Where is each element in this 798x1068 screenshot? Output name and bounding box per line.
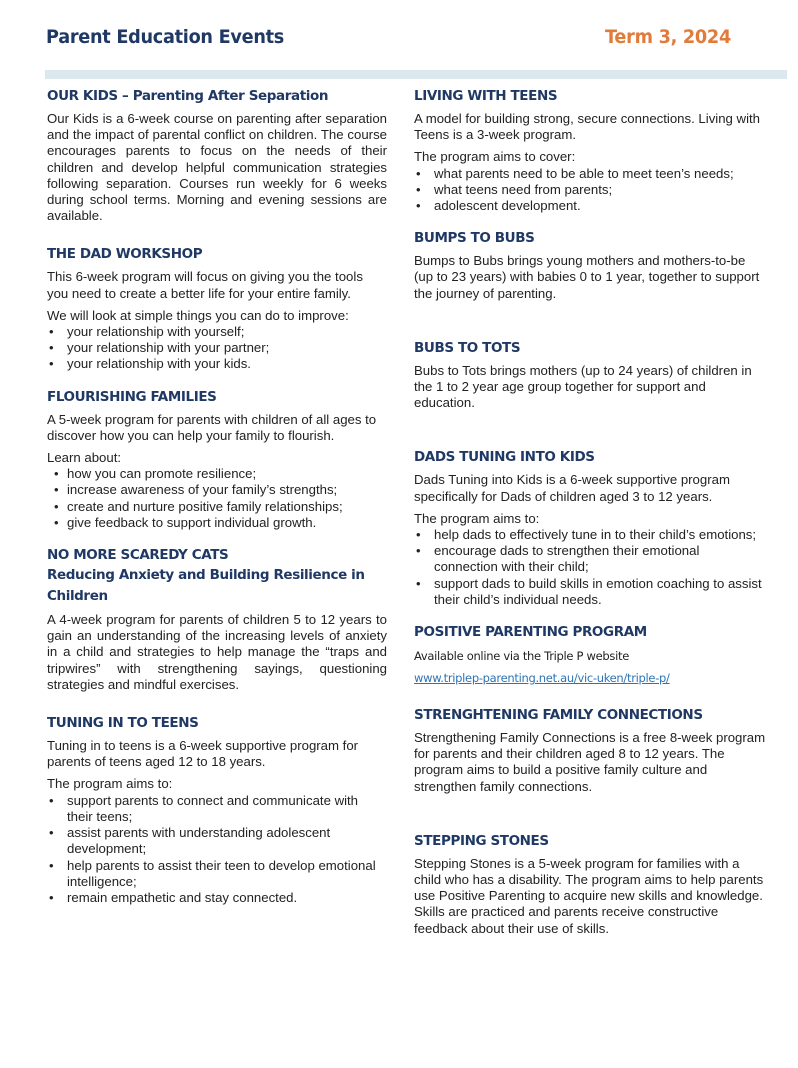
list-item: • what parents need to be able to meet teen’s needs; — [414, 166, 766, 182]
list-item: • help dads to effectively tune in to their child’s emotions; — [414, 527, 766, 543]
section-bubs-to-tots — [414, 338, 766, 412]
bullet-list — [47, 793, 387, 906]
section-flourishing-families — [47, 387, 387, 531]
section-title: BUMPS TO BUBS — [414, 230, 535, 247]
bullet-list — [414, 527, 766, 608]
section-subtitle: Reducing Anxiety and Building Resilience in Children — [47, 567, 365, 605]
section-body: Stepping Stones is a 5-week program for families with a child who has a disability. The program aims to help parents use Positive Parenting to acquire new skills and knowledge. Skills are practiced and parents receive constructive feedback about their use of skills. — [414, 855, 764, 936]
list-item: • your relationship with yourself; — [47, 324, 387, 340]
list-item: • adolescent development. — [414, 198, 766, 214]
bullet-list — [47, 324, 387, 373]
section-our-kids — [47, 86, 387, 224]
section-title: STRENGHTENING FAMILY CONNECTIONS — [414, 707, 703, 724]
header-banner-divider — [45, 70, 787, 79]
section-title: BUBS TO TOTS — [414, 339, 521, 356]
list-item: • create and nurture positive family relationships; — [47, 499, 387, 515]
section-body: This 6-week program will focus on giving you the tools you need to create a better life for your entire family. — [47, 269, 363, 301]
bullet-list — [47, 466, 387, 531]
section-title: POSITIVE PARENTING PROGRAM — [414, 624, 647, 641]
section-bumps-to-bubs — [414, 228, 766, 302]
section-title: LIVING WITH TEENS — [414, 88, 558, 104]
list-intro: The program aims to cover: — [414, 149, 576, 165]
section-no-more-scaredy-cats — [47, 545, 387, 693]
section-body: Available online via the Triple P website — [414, 649, 629, 664]
list-item: • assist parents with understanding adolescent development; — [47, 825, 387, 857]
section-title: TUNING IN TO TEENS — [47, 715, 199, 732]
section-title: OUR KIDS – Parenting After Separation — [47, 88, 329, 104]
list-item: • help parents to assist their teen to develop emotional intelligence; — [47, 858, 387, 890]
list-item: • increase awareness of your family’s strengths; — [47, 482, 387, 498]
section-body: Bumps to Bubs brings young mothers and mothers-to-be (up to 23 years) with babies 0 to 1 year, together to support the journey of parenting. — [414, 253, 760, 301]
page-title: Parent Education Events — [46, 26, 285, 48]
section-body: A 5-week program for parents with children of all ages to discover how you can help your family to flourish. — [47, 411, 377, 443]
section-title: FLOURISHING FAMILIES — [47, 388, 217, 405]
section-body: Strengthening Family Connections is a free 8-week program for parents and their children aged 8 to 12 years. The program aims to build a positive family culture and strengthen family connections. — [414, 730, 766, 794]
list-intro: Learn about: — [47, 450, 122, 466]
bullet-list — [414, 166, 766, 215]
section-positive-parenting — [414, 622, 766, 687]
section-title: STEPPING STONES — [414, 832, 549, 849]
section-title: NO MORE SCAREDY CATS — [47, 547, 229, 564]
list-item: • support parents to connect and communicate with their teens; — [47, 793, 387, 825]
term-label: Term 3, 2024 — [605, 26, 731, 48]
section-body: Dads Tuning into Kids is a 6-week supportive program specifically for Dads of children aged 3 to 12 years. — [414, 472, 730, 504]
list-item: • how you can promote resilience; — [47, 466, 387, 482]
section-body: A 4-week program for parents of children 5 to 12 years to gain an understanding of the increasing levels of anxiety in a child and strategies to help manage the “traps and tripwires” with strengthening sayings, questioning strategies and mindful exercises. — [47, 612, 387, 692]
section-body: Tuning in to teens is a 6-week supportive program for parents of teens aged 12 to 18 years. — [47, 738, 359, 770]
list-item: • your relationship with your kids. — [47, 356, 387, 372]
section-dad-workshop — [47, 244, 387, 372]
list-item: • give feedback to support individual growth. — [47, 515, 387, 531]
section-living-with-teens — [414, 86, 766, 214]
section-body: Bubs to Tots brings mothers (up to 24 years) of children in the 1 to 2 year age group together for support and education. — [414, 362, 752, 411]
section-stepping-stones — [414, 831, 766, 937]
list-intro: The program aims to: — [47, 776, 173, 792]
list-item: • remain empathetic and stay connected. — [47, 890, 387, 906]
triple-p-website-link[interactable]: www.triplep-parenting.net.au/vic-uken/triple-p/ — [414, 671, 670, 686]
list-intro: We will look at simple things you can do to improve: — [47, 307, 349, 323]
section-title: THE DAD WORKSHOP — [47, 246, 203, 263]
list-item: • what teens need from parents; — [414, 182, 766, 198]
right-column — [414, 86, 766, 943]
section-tuning-in-to-teens — [47, 713, 387, 906]
section-strengthening-family-connections — [414, 705, 766, 795]
section-title: DADS TUNING INTO KIDS — [414, 449, 595, 466]
section-dads-tuning-into-kids — [414, 447, 766, 608]
list-item: • your relationship with your partner; — [47, 340, 387, 356]
section-body: Our Kids is a 6-week course on parenting after separation and the impact of parental conflict on children. The course encourages parents to focus on the needs of their children and develop helpful communication strategies following separation. Courses run weekly for 6 weeks during school terms. Morning and evening sessions are available. — [47, 111, 387, 224]
section-body: A model for building strong, secure connections. Living with Teens is a 3-week program. — [414, 111, 760, 143]
list-item: • support dads to build skills in emotion coaching to assist their child’s individual needs. — [414, 576, 766, 608]
list-item: • encourage dads to strengthen their emotional connection with their child; — [414, 543, 766, 575]
left-column — [47, 86, 387, 906]
list-intro: The program aims to: — [414, 510, 540, 526]
